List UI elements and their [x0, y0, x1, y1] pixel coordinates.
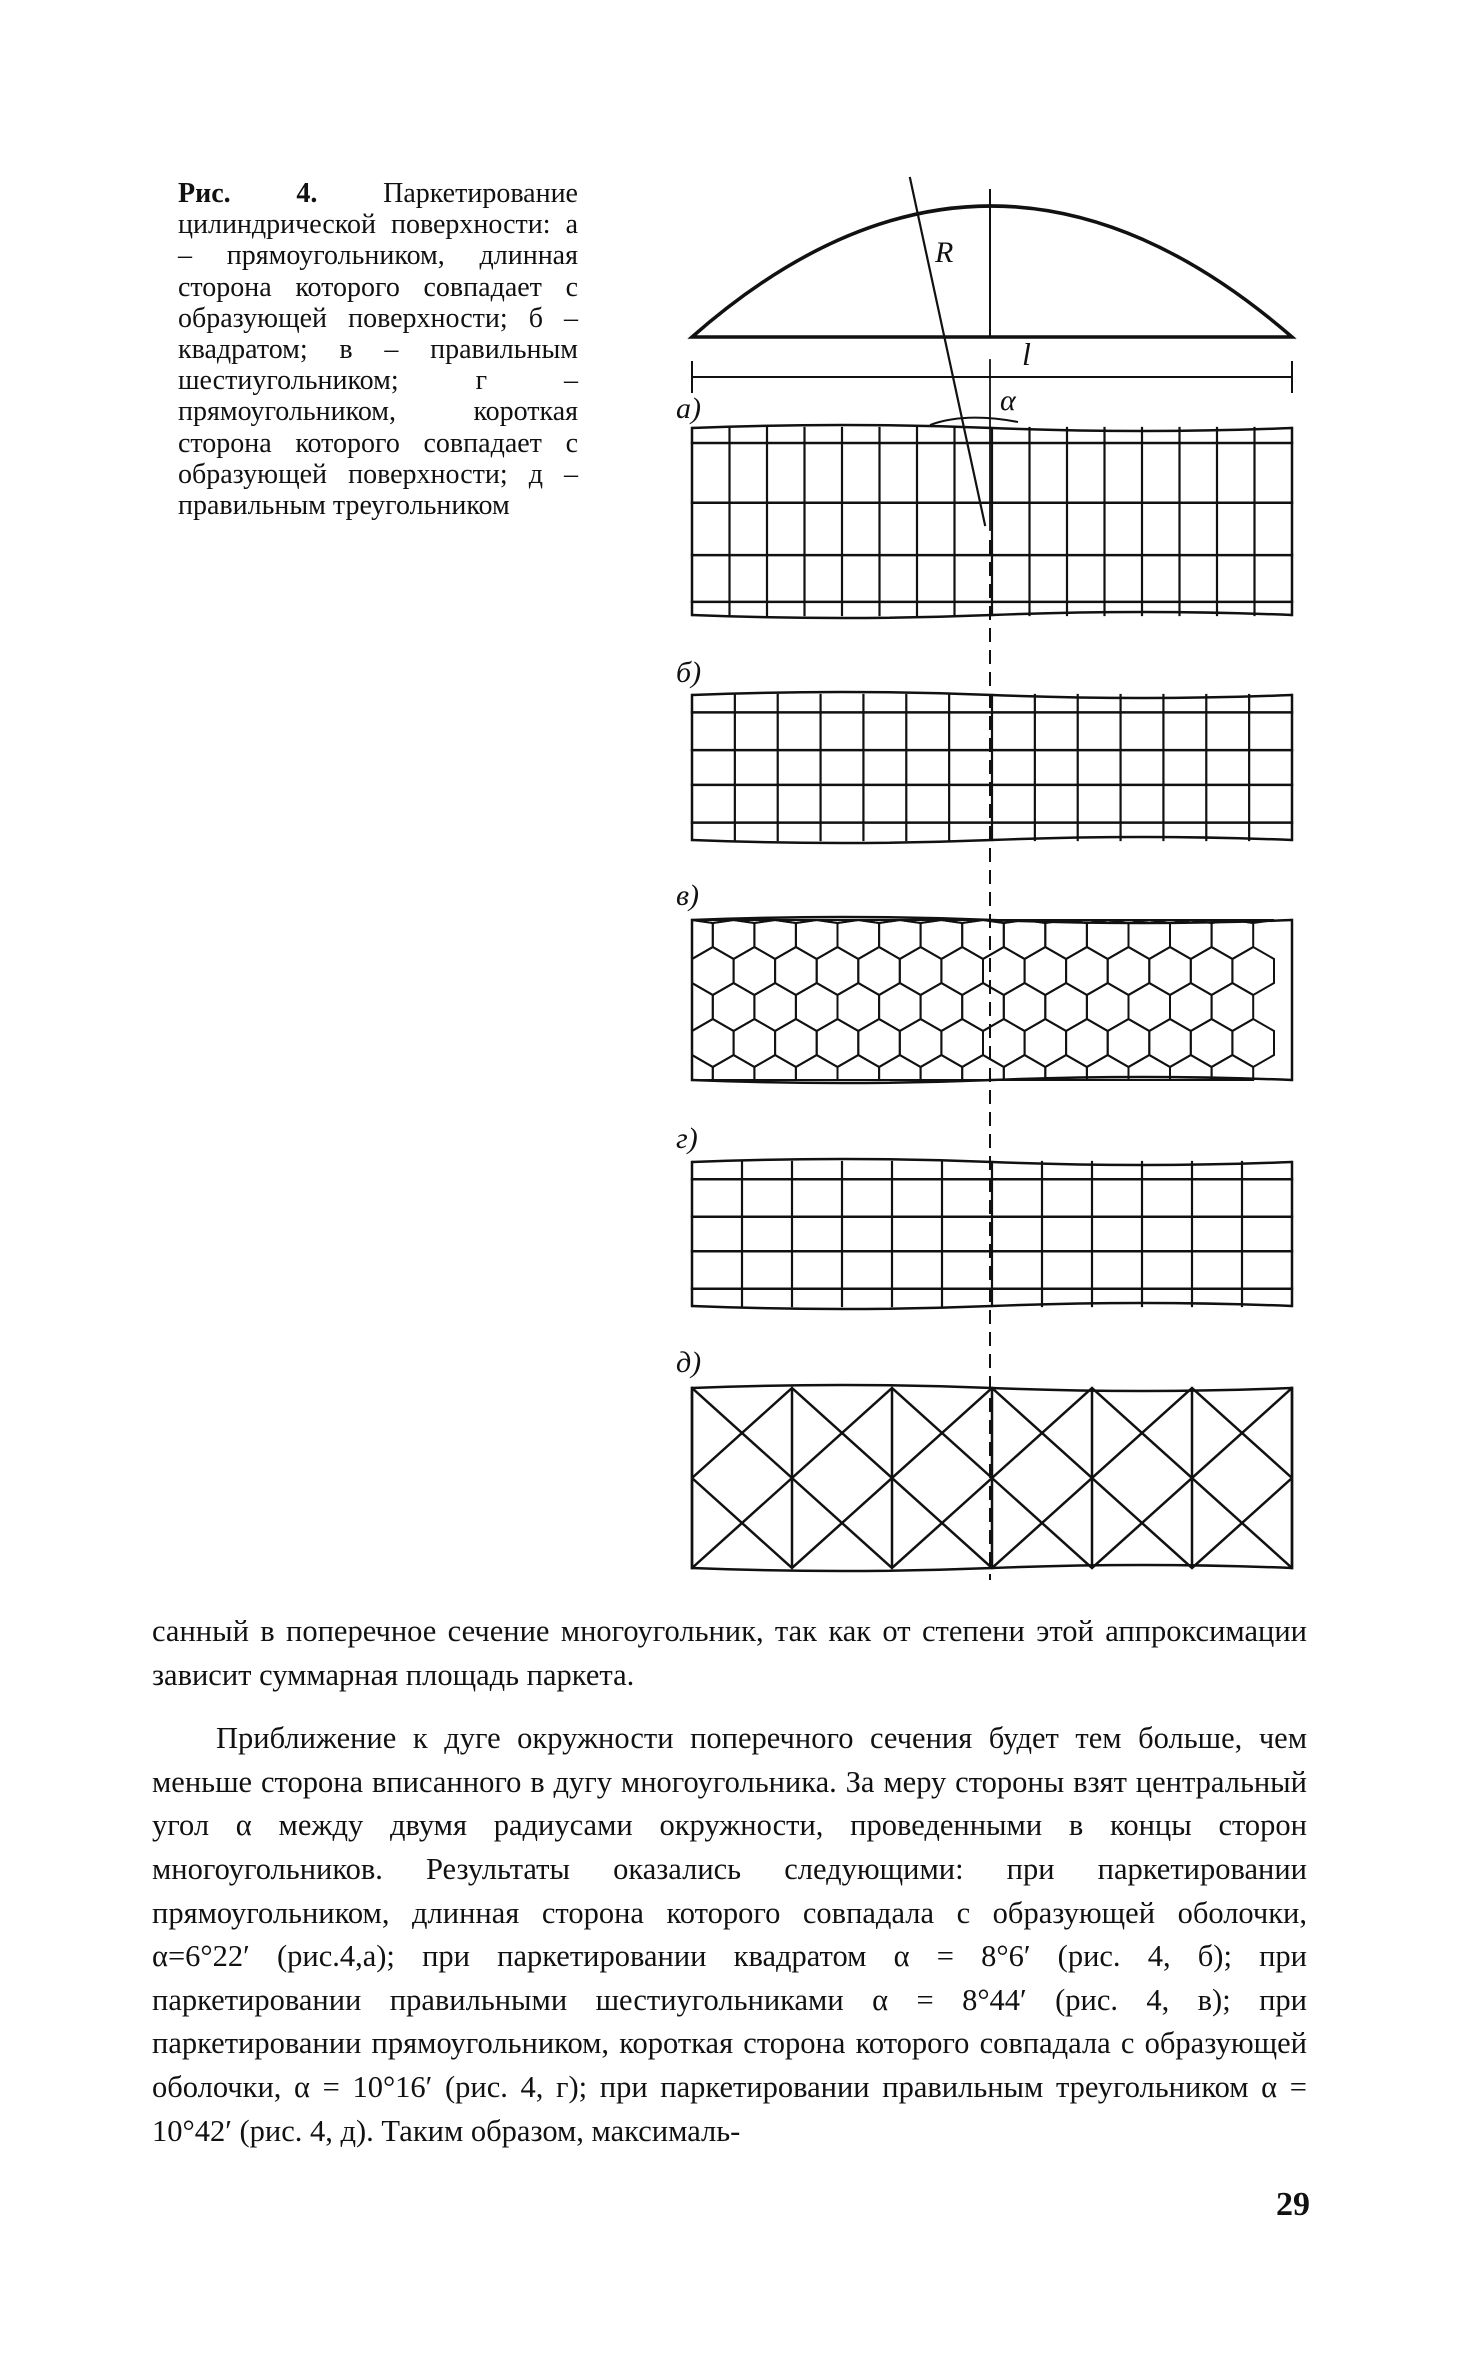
hexagon-cell [1004, 1055, 1046, 1080]
panel-4 [692, 1159, 1292, 1309]
paragraph-2: Приближение к дуге окружности поперечного сечения будет тем больше, чем меньше сторона вписанного в дугу многоугольника. За меру стороны взят центральный угол α между двумя радиусами окружности, проведенными в концы сторон многоугольников. Результаты оказались следующими: при паркетировании прямоугольником, длинная сторона которого совпадала с образующей оболочки, α=6°22′ (рис.4,а); при паркетировании квадратом α = 8°6′ (рис. 4, б); при паркетировании правильными шестиугольниками α = 8°44′ (рис. 4, в); при паркетировании прямоугольником, короткая сторона которого совпадала с образующей оболочки, α = 10°16′ (рис. 4, г); при паркетировании правильным треугольником α = 10°42′ (рис. 4, д). Таким образом, максималь- [152, 1721, 1307, 2148]
hexagon-cell [817, 947, 859, 995]
figure-caption-text: Паркетирование цилиндрической поверхности: а – прямоугольником, длинная сторона которого совпадает с образующей поверхности; б – квадратом; в – правильным шестиугольником; г – прямоугольником, короткая сторона которого совпадает с образующей поверхности; д – правильным треугольником [178, 178, 578, 522]
hexagon-cell [879, 983, 921, 1031]
hexagon-cell [838, 983, 880, 1031]
hexagon-cell [796, 983, 838, 1031]
hexagon-cell [754, 983, 796, 1031]
hexagon-cell [775, 947, 817, 995]
hexagon-cell [1149, 1019, 1191, 1067]
alpha-arc [930, 418, 1018, 425]
hexagon-cell [1045, 983, 1087, 1031]
hexagon-cell [921, 983, 963, 1031]
hexagon-cell [1087, 920, 1129, 959]
panel-1 [692, 425, 1292, 618]
alpha-label: α [1000, 384, 1016, 417]
paragraph-1: санный в поперечное сечение многоугольник, так как от степени этой аппроксимации зависит суммарная площадь паркета. [152, 1614, 1307, 1692]
triangle-diagonal [1292, 1388, 1477, 1568]
hexagon-cell [1045, 920, 1087, 959]
hexagon-cell [734, 1019, 776, 1067]
hexagon-cell [962, 1055, 1004, 1080]
hexagon-cell [754, 1055, 796, 1080]
radius-line [910, 178, 985, 525]
hexagon-cell [1129, 920, 1171, 959]
hexagon-cell [796, 1055, 838, 1080]
figure-caption-label: Рис. 4. [178, 178, 318, 209]
hexagon-cell [1232, 1019, 1274, 1067]
hexagon-cell [921, 920, 963, 959]
panel-2 [692, 692, 1292, 843]
hexagon-cell [838, 1055, 880, 1080]
hexagon-cell [962, 920, 1004, 959]
hexagon-cell [1108, 947, 1150, 995]
hexagon-cell [1212, 1055, 1254, 1080]
hexagon-cell [921, 1055, 963, 1080]
hexagon-cell [734, 947, 776, 995]
hexagon-cell [1045, 1055, 1087, 1080]
panel-label-3: в) [676, 879, 700, 912]
triangle-diagonal [1292, 1388, 1477, 1568]
cylinder-cross-section [692, 178, 1292, 1580]
hexagon-cell [692, 983, 713, 1031]
hexagon-cell [1025, 947, 1067, 995]
arc-segment [692, 206, 1292, 337]
hexagon-cell [1025, 1019, 1067, 1067]
triangle-diagonal [492, 1388, 692, 1568]
hexagon-cell [962, 983, 1004, 1031]
length-label: l [1022, 336, 1031, 372]
panel-label-4: г) [676, 1122, 698, 1155]
triangle-diagonal [392, 1388, 592, 1568]
hexagon-cell [858, 947, 900, 995]
hexagon-cell [1170, 920, 1212, 959]
hexagon-cell [900, 947, 942, 995]
triangle-diagonal [1392, 1388, 1477, 1568]
hexagon-cell [754, 920, 796, 959]
hexagon-cell [879, 1055, 921, 1080]
hexagon-cell [1232, 947, 1274, 995]
panel-3 [692, 917, 1292, 1083]
triangle-diagonals [292, 1388, 1477, 1568]
hexagon-cell [1087, 983, 1129, 1031]
panel-label-5: д) [676, 1346, 702, 1379]
hexagon-cell [941, 1019, 983, 1067]
hexagon-cell [692, 1055, 713, 1080]
hexagon-cell [1004, 983, 1046, 1031]
hexagon-cell [692, 1019, 734, 1067]
hexagon-cell [817, 1019, 859, 1067]
panel-label-1: а) [676, 392, 701, 425]
hexagon-cell [858, 1019, 900, 1067]
hexagon-cell [1108, 1019, 1150, 1067]
hexagon-cell [713, 920, 755, 959]
hexagon-cell [713, 983, 755, 1031]
hexagon-cell [1129, 983, 1171, 1031]
hexagon-cell [796, 920, 838, 959]
page-number: 29 [1276, 2186, 1310, 2223]
triangle-diagonal [292, 1388, 492, 1568]
triangle-diagonal [392, 1388, 592, 1568]
panel-5 [292, 1385, 1477, 1571]
figure-labels [676, 236, 1031, 1379]
panel-label-2: б) [676, 656, 702, 689]
hexagon-cell [1212, 920, 1254, 959]
radius-label: R [935, 236, 954, 269]
hexagon-cell [941, 947, 983, 995]
hexagon-cell [1212, 983, 1254, 1031]
triangle-diagonal [292, 1388, 492, 1568]
hexagon-cell [879, 920, 921, 959]
hexagon-cell [1004, 920, 1046, 959]
hexagon-cell [1149, 947, 1191, 995]
hexagon-cell [1191, 947, 1233, 995]
hexagon-cell [1170, 983, 1212, 1031]
hexagon-cell [1066, 947, 1108, 995]
hexagon-cell [838, 920, 880, 959]
parquet-panels [292, 425, 1477, 1571]
body-text [152, 1610, 1307, 2153]
hexagon-cell [713, 1055, 755, 1080]
hexagon-cell [775, 1019, 817, 1067]
hexagon-cell [1066, 1019, 1108, 1067]
triangle-diagonal [492, 1388, 692, 1568]
hexagon-cell [1191, 1019, 1233, 1067]
hexagon-cell [692, 947, 734, 995]
hexagon-cell [900, 1019, 942, 1067]
triangle-diagonal [1392, 1388, 1477, 1568]
